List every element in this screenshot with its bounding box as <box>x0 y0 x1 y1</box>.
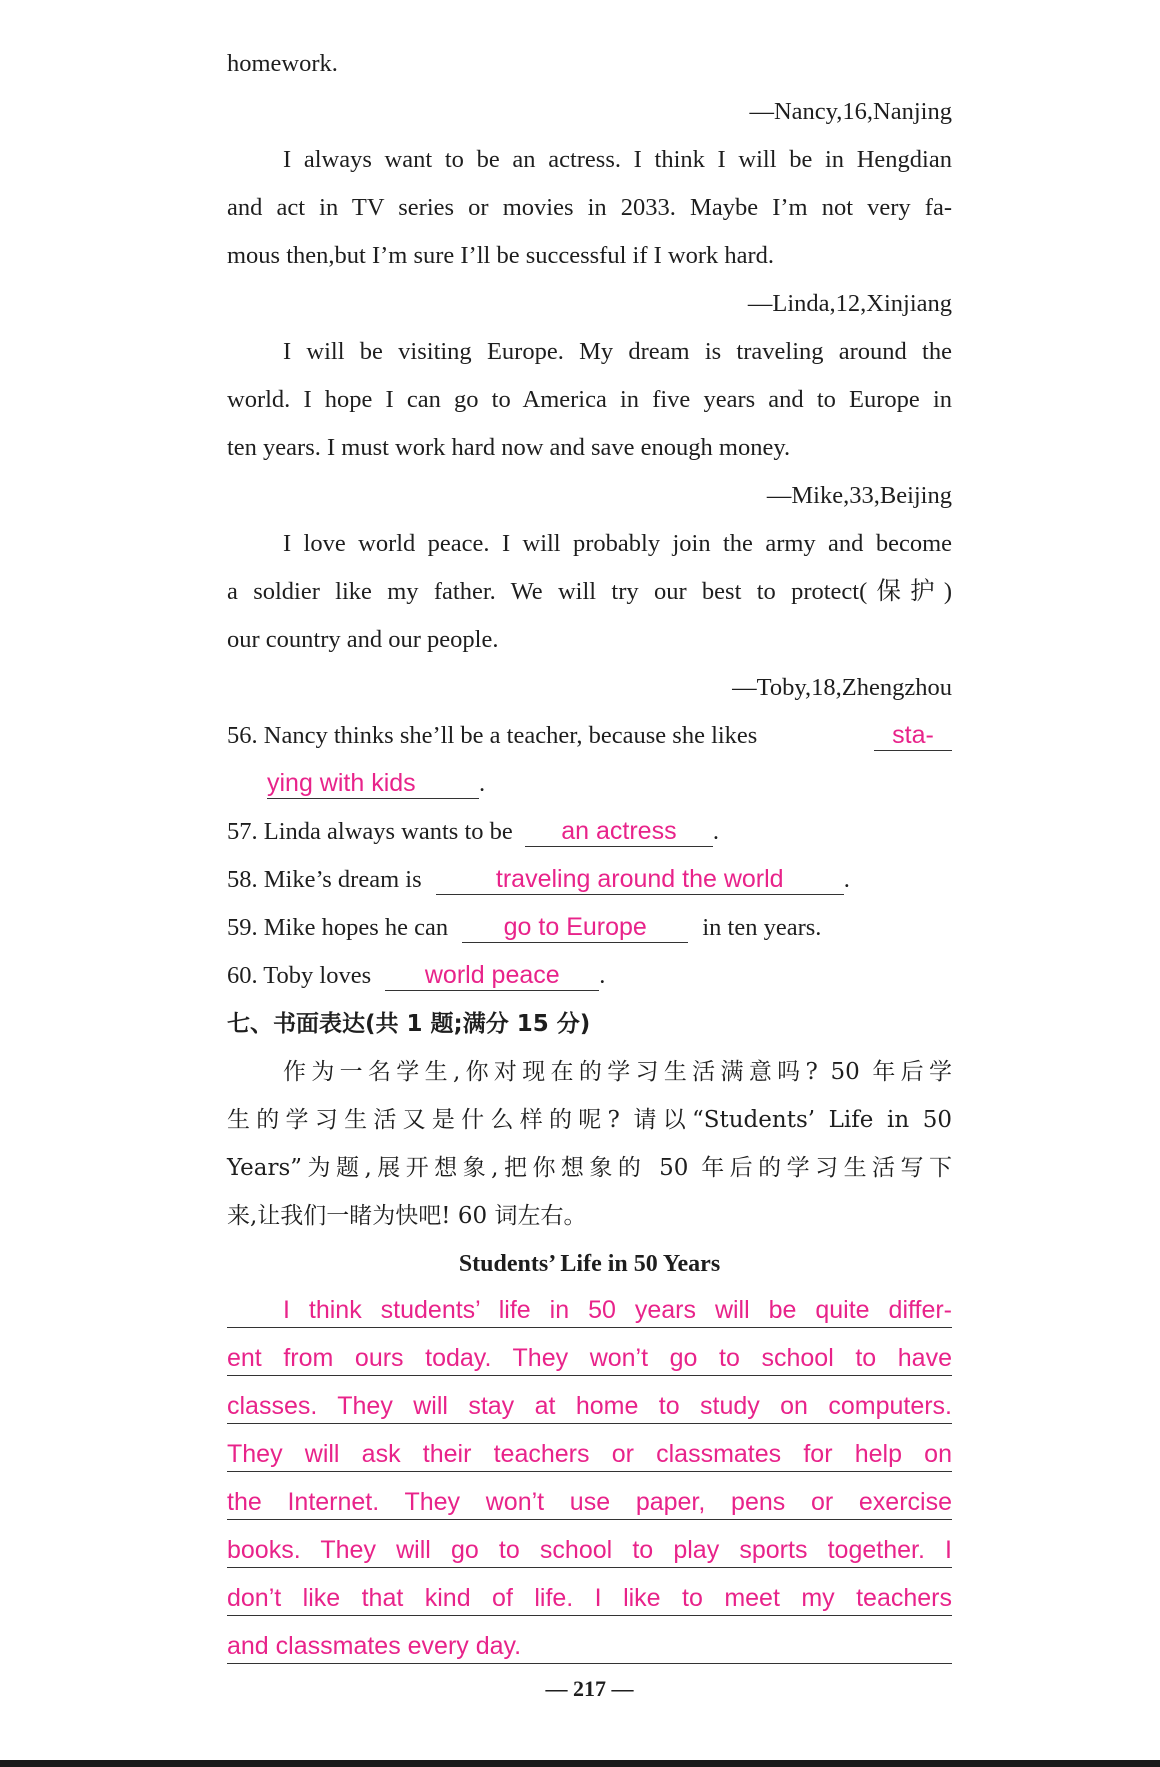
question-text: 58. Mike’s dream is <box>227 866 422 893</box>
question-56 <box>227 720 952 752</box>
question-text: 57. Linda always wants to be <box>227 818 513 845</box>
bottom-edge-bar <box>0 1760 1160 1767</box>
period: . <box>599 962 606 989</box>
answer-blank-56: sta- <box>874 720 952 751</box>
question-57 <box>227 816 952 848</box>
prompt-line: 生的学习生活又是什么样的呢? 请以“Students’ Life in 50 <box>227 1107 952 1133</box>
signature-linda: —Linda,12,Xinjiang <box>747 290 952 317</box>
answer-blank-57: an actress <box>525 816 713 847</box>
prompt-line: Years”为题,展开想象,把你想象的 50 年后的学习生活写下 <box>227 1155 952 1181</box>
essay-line: classes. They will stay at home to study on computers. <box>227 1390 952 1424</box>
question-tail: in ten years. <box>702 914 822 941</box>
answer-blank-56-cont: ying with kids <box>267 768 479 799</box>
passage-line: mous then,but I’m sure I’ll be successful if I work hard. <box>227 242 775 269</box>
signature-toby: —Toby,18,Zhengzhou <box>732 674 952 701</box>
section-heading: 七、书面表达(共 1 题;满分 15 分) <box>227 1011 591 1037</box>
passage-line: our country and our people. <box>227 626 499 653</box>
essay-line: don’t like that kind of life. I like to meet my teachers <box>227 1582 952 1616</box>
essay-line: ent from ours today. They won’t go to school to have <box>227 1342 952 1376</box>
prompt-line: 来,让我们一睹为快吧! 60 词左右。 <box>227 1203 587 1229</box>
question-text: 60. Toby loves <box>227 962 372 989</box>
passage-line: I always want to be an actress. I think I will be in Hengdian <box>283 146 952 173</box>
signature-nancy: —Nancy,16,Nanjing <box>749 98 952 125</box>
essay-title: Students’ Life in 50 Years <box>458 1251 721 1277</box>
period: . <box>479 770 486 797</box>
essay-line: They will ask their teachers or classmates for help on <box>227 1438 952 1472</box>
question-text: 56. Nancy thinks she’ll be a teacher, because she likes <box>227 722 758 749</box>
essay-line: I think students’ life in 50 years will be quite differ- <box>227 1294 952 1328</box>
passage-line: world. I hope I can go to America in five years and to Europe in <box>227 386 952 413</box>
answer-blank-59: go to Europe <box>462 912 688 943</box>
period: . <box>712 818 720 845</box>
question-59 <box>227 912 952 944</box>
question-60 <box>227 960 952 992</box>
prompt-line: 作为一名学生,你对现在的学习生活满意吗? 50 年后学 <box>283 1059 952 1085</box>
period: . <box>843 866 850 893</box>
passage-line: a soldier like my father. We will try our best to protect(保护) <box>227 578 952 605</box>
passage-line: ten years. I must work hard now and save enough money. <box>227 434 791 461</box>
passage-line: and act in TV series or movies in 2033. Maybe I’m not very fa- <box>227 194 952 221</box>
essay-line: books. They will go to school to play sports together. I <box>227 1534 952 1568</box>
passage-line: I love world peace. I will probably join the army and become <box>283 530 952 557</box>
essay-line: the Internet. They won’t use paper, pens or exercise <box>227 1486 952 1520</box>
question-58 <box>227 864 952 896</box>
essay-line: and classmates every day. <box>227 1630 952 1664</box>
signature-mike: —Mike,33,Beijing <box>766 482 952 509</box>
question-text: 59. Mike hopes he can <box>227 914 449 941</box>
page-number: — 217 — <box>545 1676 634 1701</box>
answer-blank-58: traveling around the world <box>436 864 844 895</box>
question-56-cont <box>227 768 952 800</box>
passage-line: homework. <box>227 50 338 77</box>
passage-line: I will be visiting Europe. My dream is traveling around the <box>283 338 952 365</box>
answer-blank-60: world peace <box>385 960 599 991</box>
